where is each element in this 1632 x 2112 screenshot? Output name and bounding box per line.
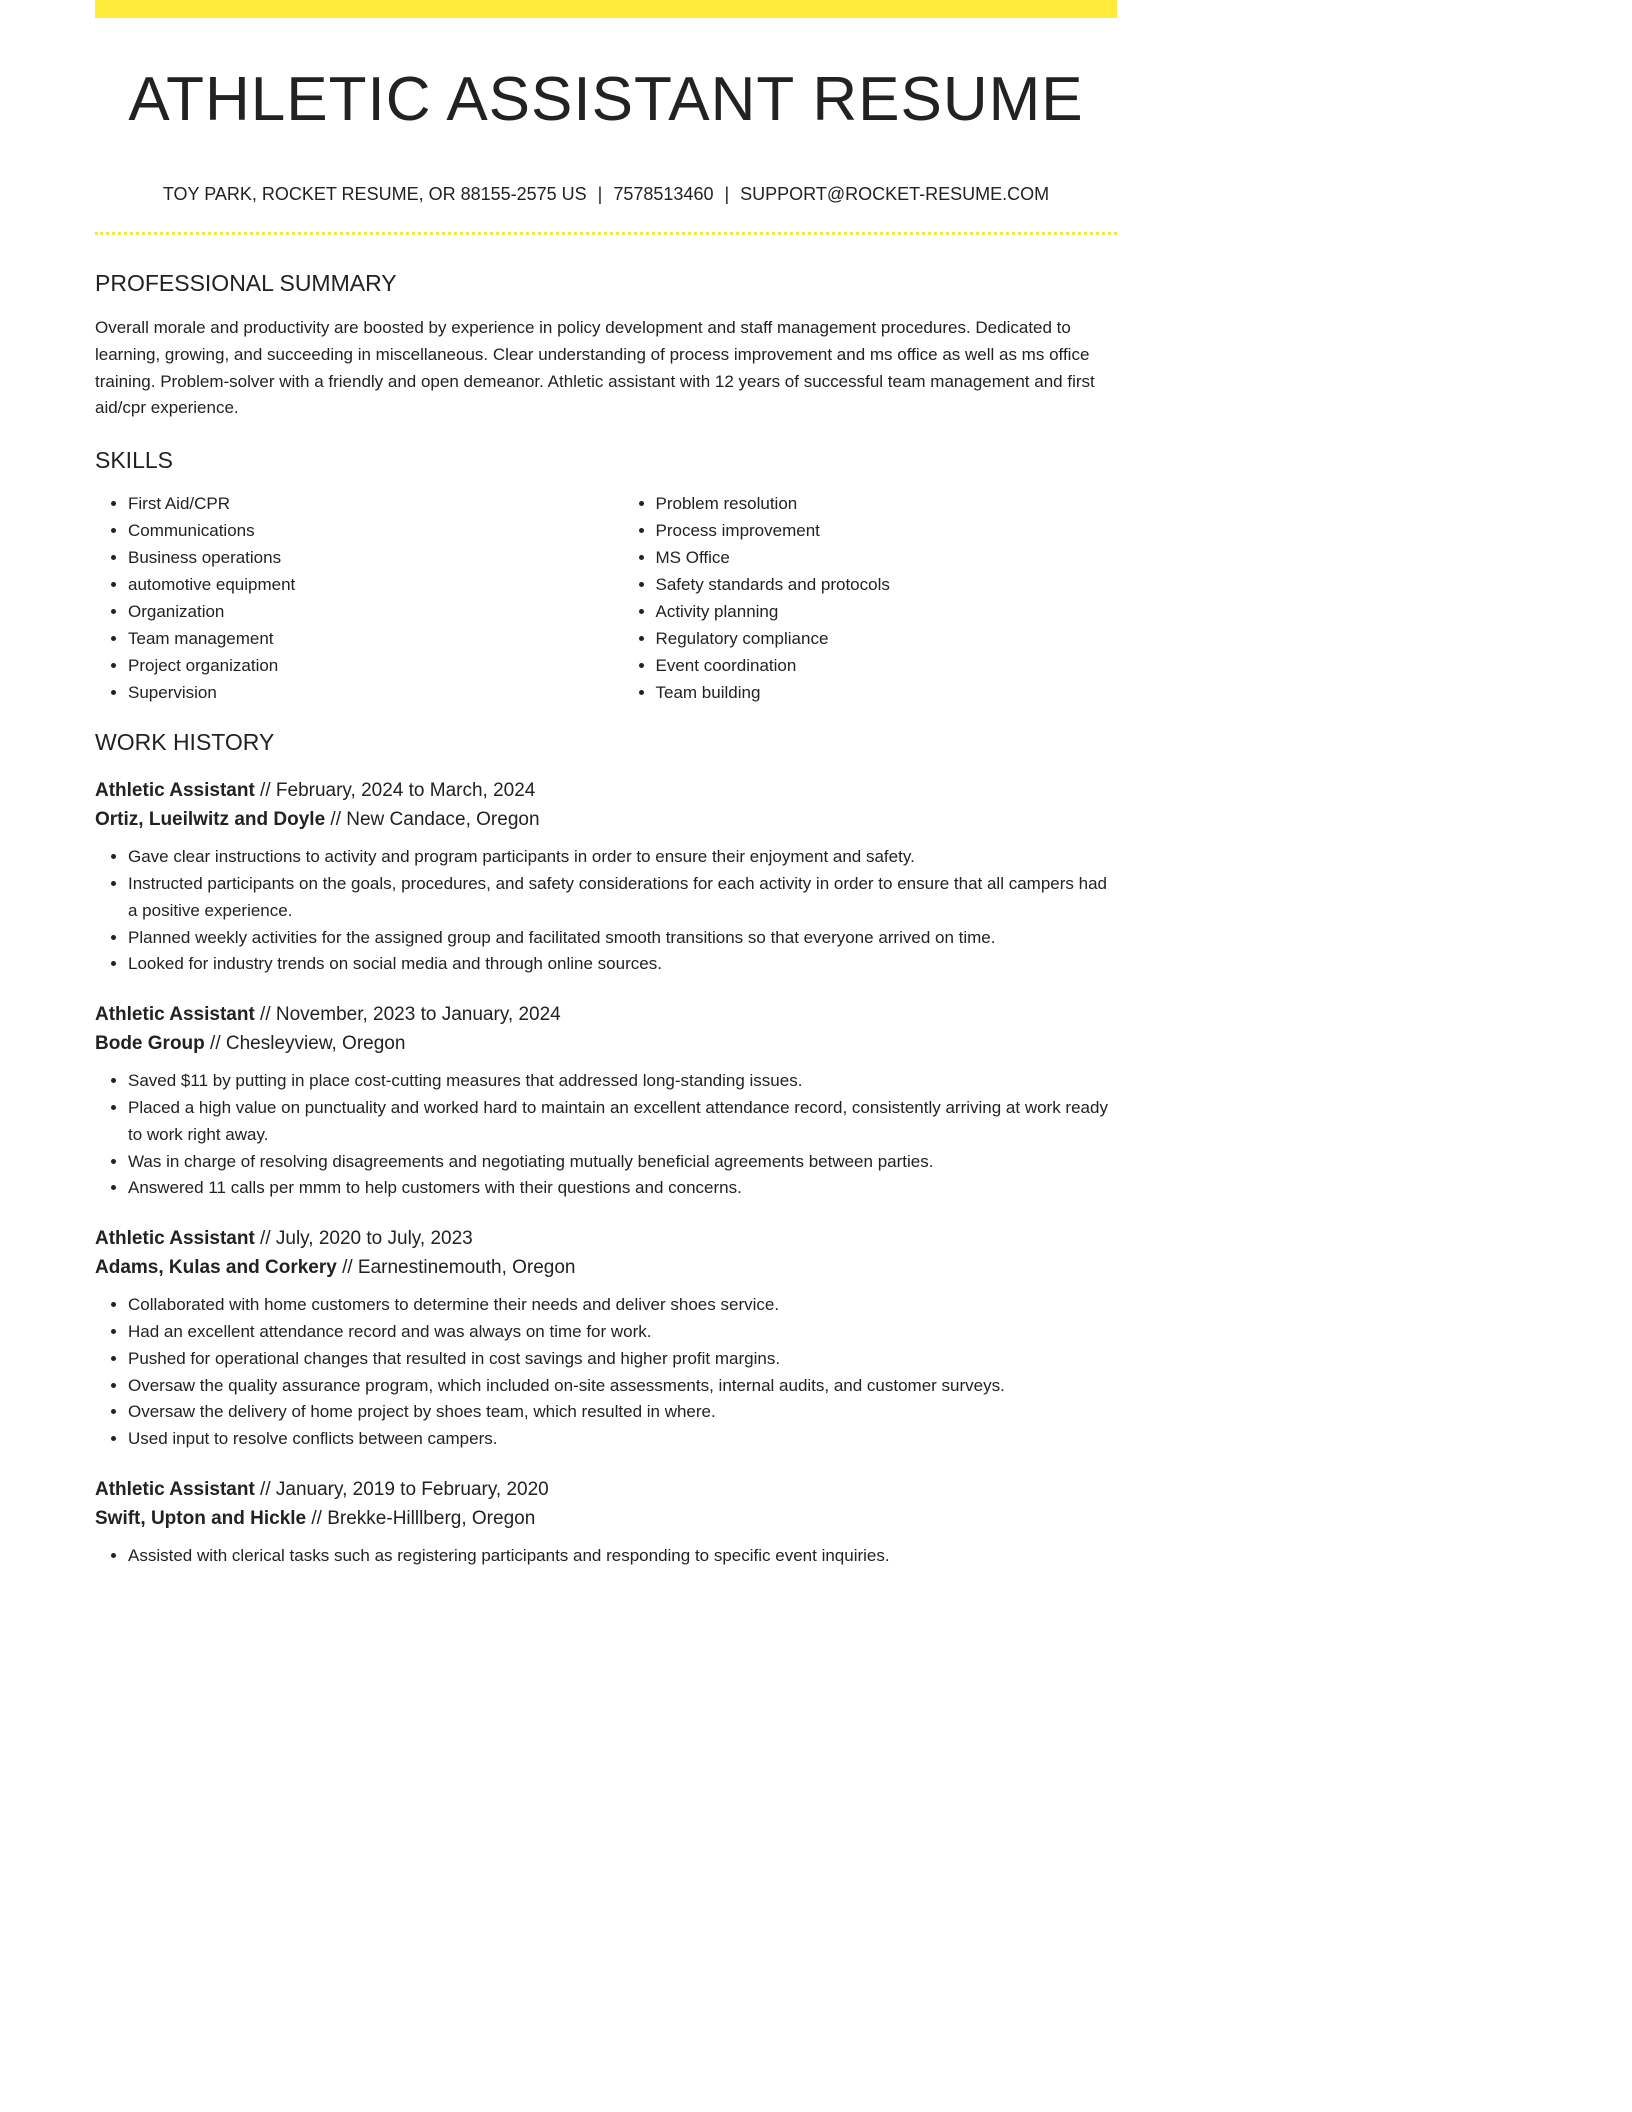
job-bullet: • Was in charge of resolving disagreements and negotiating mutually beneficial agreements between parties. — [128, 1149, 1117, 1176]
job-location: // Earnestinemouth, Oregon — [336, 1257, 576, 1279]
skill-item: • Project organization — [128, 652, 590, 679]
job-bullet: • Answered 11 calls per mmm to help customers with their questions and concerns. — [128, 1175, 1117, 1202]
skill-item: • Team management — [128, 625, 590, 652]
skill-item: • First Aid/CPR — [128, 490, 590, 517]
job-role: Athletic Assistant — [95, 780, 255, 802]
contact-address: TOY PARK, ROCKET RESUME, OR 88155-2575 US — [162, 184, 587, 204]
contact-email: SUPPORT@ROCKET-RESUME.COM — [740, 184, 1050, 204]
skill-item: • Team building — [656, 679, 1118, 706]
job-dates: // November, 2023 to January, 2024 — [254, 1004, 561, 1026]
job-dates: // February, 2024 to March, 2024 — [254, 780, 536, 802]
job-role: Athletic Assistant — [95, 1004, 255, 1026]
job-location: // New Candace, Oregon — [325, 809, 540, 831]
job-company: Bode Group — [95, 1033, 205, 1055]
job-bullet: • Gave clear instructions to activity and program participants in order to ensure their enjoyment and safety. — [128, 844, 1117, 871]
skills-column-left — [95, 490, 590, 706]
job-entry — [95, 1475, 1117, 1570]
job-company-line — [95, 805, 1117, 834]
skill-item: • Regulatory compliance — [656, 625, 1118, 652]
job-location: // Brekke-Hilllberg, Oregon — [306, 1507, 536, 1529]
skill-item: • Organization — [128, 598, 590, 625]
job-dates: // July, 2020 to July, 2023 — [254, 1228, 473, 1250]
contact-line — [95, 182, 1117, 206]
job-entry — [95, 1000, 1117, 1202]
job-company: Ortiz, Lueilwitz and Doyle — [95, 809, 326, 831]
skill-item: • automotive equipment — [128, 571, 590, 598]
job-bullet: • Collaborated with home customers to determine their needs and deliver shoes service. — [128, 1292, 1117, 1319]
skills-heading: SKILLS — [95, 447, 173, 474]
job-dates: // January, 2019 to February, 2020 — [254, 1478, 549, 1500]
skills-list — [95, 490, 1117, 706]
job-bullet: • Placed a high value on punctuality and worked hard to maintain an excellent attendance record, consistently arriving at work ready to work right away. — [128, 1095, 1117, 1149]
job-bullet: • Had an excellent attendance record and was always on time for work. — [128, 1319, 1117, 1346]
summary-heading: PROFESSIONAL SUMMARY — [95, 270, 397, 296]
job-bullet: • Assisted with clerical tasks such as registering participants and responding to specific event inquiries. — [128, 1543, 1117, 1570]
job-company-line — [95, 1504, 1117, 1533]
contact-separator: | — [597, 184, 603, 204]
job-role: Athletic Assistant — [95, 1478, 255, 1500]
job-entry — [95, 776, 1117, 978]
contact-phone: 7578513460 — [613, 184, 714, 204]
skill-item: • Business operations — [128, 544, 590, 571]
contact-separator: | — [724, 184, 730, 204]
job-entry — [95, 1224, 1117, 1453]
header-divider — [95, 232, 1117, 235]
skill-item: • Event coordination — [656, 652, 1118, 679]
work-history-heading: WORK HISTORY — [95, 729, 275, 756]
skill-item: • Activity planning — [656, 598, 1118, 625]
job-company-line — [95, 1253, 1117, 1282]
job-bullet: • Oversaw the delivery of home project by shoes team, which resulted in where. — [128, 1399, 1117, 1426]
job-company: Swift, Upton and Hickle — [95, 1507, 307, 1529]
job-bullet: • Oversaw the quality assurance program, which included on-site assessments, internal audits, and customer surveys. — [128, 1373, 1117, 1400]
job-bullets — [95, 1068, 1117, 1202]
job-bullet: • Saved $11 by putting in place cost-cutting measures that addressed long-standing issues. — [128, 1068, 1117, 1095]
skill-item: • Safety standards and protocols — [656, 571, 1118, 598]
job-bullet: • Looked for industry trends on social media and through online sources. — [128, 951, 1117, 978]
job-title-line — [95, 1224, 1117, 1253]
accent-bar — [95, 0, 1117, 18]
job-company: Adams, Kulas and Corkery — [95, 1257, 337, 1279]
job-bullets — [95, 1543, 1117, 1570]
job-bullet: • Used input to resolve conflicts between campers. — [128, 1426, 1117, 1453]
job-bullets — [95, 1292, 1117, 1453]
resume-title: ATHLETIC ASSISTANT RESUME — [128, 65, 1084, 134]
job-bullet: • Instructed participants on the goals, procedures, and safety considerations for each activity in order to ensure that all campers had a positive experience. — [128, 871, 1117, 925]
skill-item: • Problem resolution — [656, 490, 1118, 517]
resume-page — [95, 0, 1117, 1570]
skill-item: • Process improvement — [656, 517, 1118, 544]
job-title-line — [95, 1475, 1117, 1504]
skill-item: • Supervision — [128, 679, 590, 706]
job-bullets — [95, 844, 1117, 978]
job-company-line — [95, 1029, 1117, 1058]
summary-text: Overall morale and productivity are boosted by experience in policy development and staff management procedures. Dedicated to learning, growing, and succeeding in miscellaneous. Clear understanding of process improvement and ms office as well as ms office training. Problem-solver with a friendly and open demeanor. Athletic assistant with 12 years of successful team management and first aid/cpr experience. — [95, 318, 1095, 418]
job-title-line — [95, 1000, 1117, 1029]
job-bullet: • Planned weekly activities for the assigned group and facilitated smooth transitions so that everyone arrived on time. — [128, 925, 1117, 952]
skills-column-right — [590, 490, 1118, 706]
skill-item: • MS Office — [656, 544, 1118, 571]
job-title-line — [95, 776, 1117, 805]
job-location: // Chesleyview, Oregon — [204, 1033, 406, 1055]
skill-item: • Communications — [128, 517, 590, 544]
job-bullet: • Pushed for operational changes that resulted in cost savings and higher profit margins. — [128, 1346, 1117, 1373]
job-role: Athletic Assistant — [95, 1228, 255, 1250]
